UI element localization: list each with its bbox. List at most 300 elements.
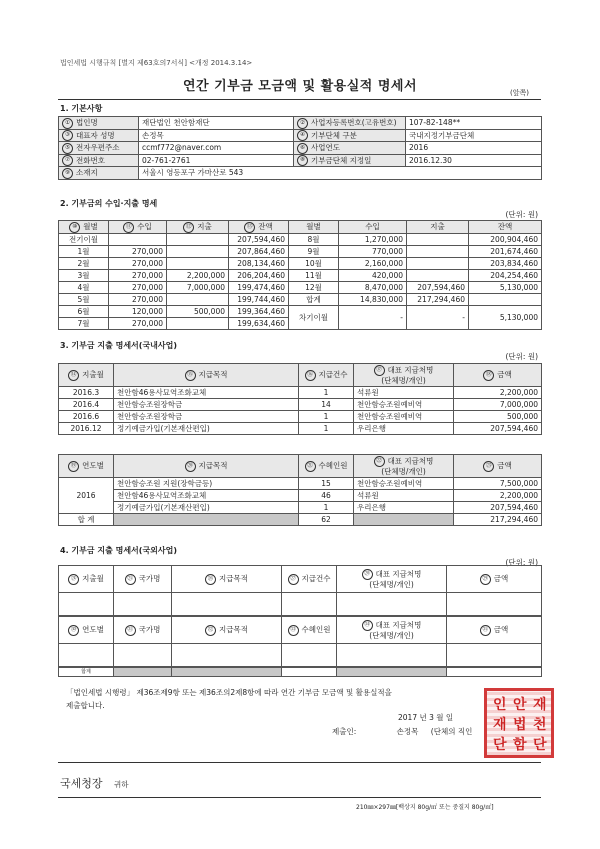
domestic-month-header-recipient-label: 대표 지급처명 bbox=[387, 365, 434, 374]
basic-field-number: ① bbox=[62, 118, 73, 129]
overseas-total-cell bbox=[447, 668, 542, 677]
overseas-total-cell bbox=[172, 668, 282, 677]
overseas-year-header-year-label: 연도별 bbox=[82, 625, 104, 635]
expense-amount bbox=[407, 257, 469, 269]
overseas-year-header-recipient-sub: (단체명/개인) bbox=[369, 630, 414, 640]
income-amount: 1,270,000 bbox=[339, 233, 407, 245]
overseas-total-cell bbox=[282, 668, 337, 677]
section-domestic-title: 3. 기부금 지출 명세서(국내사업) bbox=[60, 341, 178, 350]
income-header-income2: 수입 bbox=[339, 221, 407, 234]
overseas-month-header-count-number: ㉗ bbox=[288, 574, 299, 585]
submission-date: 2017 년 3 월 일 bbox=[398, 713, 454, 722]
income-amount: 270,000 bbox=[109, 257, 167, 269]
basic-field-label: 사업연도 bbox=[311, 143, 340, 152]
total-label: 합 계 bbox=[59, 514, 114, 526]
overseas-total-table bbox=[58, 667, 542, 677]
income-month: 12월 bbox=[289, 281, 339, 293]
income-amount: 8,470,000 bbox=[339, 281, 407, 293]
overseas-year-header-purpose bbox=[172, 617, 282, 644]
basic-value: 02-761-2761 bbox=[139, 154, 294, 167]
overseas-month-header-purpose-number: ㉖ bbox=[205, 574, 216, 585]
income-header-balance2: 잔액 bbox=[469, 221, 542, 234]
overseas-month-header-recipient-number: ㉘ bbox=[362, 569, 373, 580]
overseas-year-header-amount bbox=[447, 617, 542, 644]
overseas-month-header-amount-label: 금액 bbox=[493, 574, 509, 584]
basic-label-cell bbox=[59, 154, 139, 167]
declaration-line-2: 제출합니다. bbox=[66, 701, 105, 710]
domestic-month-row bbox=[59, 399, 542, 411]
expense-purpose: 천안함승조원장학금 bbox=[114, 411, 299, 423]
overseas-year-header-beneficiaries-number: ㉝ bbox=[288, 625, 299, 636]
overseas-year-header-year-number: ㉚ bbox=[68, 625, 79, 636]
income-amount: 2,160,000 bbox=[339, 257, 407, 269]
expense-amount bbox=[167, 317, 229, 329]
domestic-month-header-amount bbox=[454, 364, 542, 387]
basic-field-label: 전화번호 bbox=[76, 155, 105, 165]
overseas-month-header-purpose bbox=[172, 566, 282, 593]
domestic-year-header-purpose-label: 지급목적 bbox=[198, 461, 228, 471]
basic-label-cell bbox=[294, 117, 406, 130]
basic-value: 재단법인 천안함재단 bbox=[139, 117, 294, 130]
expense-recipient: 석류원 bbox=[354, 490, 454, 502]
basic-row-address bbox=[59, 167, 542, 180]
basic-field-number: ⑧ bbox=[297, 155, 308, 166]
income-amount: 270,000 bbox=[109, 293, 167, 305]
domestic-month-header-amount-label: 금액 bbox=[497, 370, 512, 380]
domestic-year-header-year-number: ⑲ bbox=[68, 461, 79, 472]
income-header-month-number: ⑩ bbox=[69, 222, 80, 233]
expense-amount: 2,200,000 bbox=[454, 490, 542, 502]
overseas-year-header-beneficiaries-label: 수혜인원 bbox=[301, 625, 331, 635]
expense-amount bbox=[407, 233, 469, 245]
expense-amount: - bbox=[407, 305, 469, 329]
income-header-expense-label: 지출 bbox=[197, 222, 212, 231]
income-unit: (단위: 원) bbox=[505, 210, 538, 219]
expense-amount: 2,200,000 bbox=[167, 269, 229, 281]
income-month: 1월 bbox=[59, 245, 109, 257]
income-row bbox=[59, 245, 542, 257]
income-header-month-label: 월별 bbox=[83, 222, 98, 231]
expense-purpose: 천안함46용사묘역조화교체 bbox=[114, 490, 299, 502]
income-month: 7월 bbox=[59, 317, 109, 329]
section-basic-title: 1. 기본사항 bbox=[60, 104, 103, 113]
seal-character: 재 bbox=[533, 697, 547, 713]
income-month: 2월 bbox=[59, 257, 109, 269]
overseas-month-header-count bbox=[282, 566, 337, 593]
seal-character: 안 bbox=[513, 697, 527, 713]
seal-character: 함 bbox=[513, 737, 527, 753]
overseas-month-header-recipient-sub: (단체명/개인) bbox=[369, 579, 414, 589]
expense-amount bbox=[167, 257, 229, 269]
overseas-month-header-country bbox=[114, 566, 172, 593]
address-number: ⑨ bbox=[62, 168, 73, 179]
basic-label-cell bbox=[59, 142, 139, 155]
income-month: 전기이월 bbox=[59, 233, 109, 245]
income-month: 차기이월 bbox=[289, 305, 339, 329]
domestic-year-header-beneficiaries-number: ㉑ bbox=[305, 461, 316, 472]
income-header-income-number: ⑪ bbox=[123, 222, 134, 233]
expense-amount: 207,594,460 bbox=[454, 423, 542, 435]
overseas-month-header-month-label: 지출월 bbox=[82, 574, 104, 584]
expense-amount bbox=[167, 233, 229, 245]
domestic-month-header-month bbox=[59, 364, 114, 387]
domestic-month-header-recipient-wrap bbox=[357, 365, 450, 376]
domestic-year-header-row bbox=[59, 455, 542, 478]
expense-recipient: 석류원 bbox=[354, 387, 454, 399]
total-blank-cell bbox=[114, 514, 299, 526]
section-overseas-title: 4. 기부금 지출 명세서(국외사업) bbox=[60, 546, 178, 555]
overseas-year-blank-cell bbox=[114, 644, 172, 667]
basic-label-cell bbox=[294, 129, 406, 142]
basic-field-label: 법인명 bbox=[76, 118, 98, 127]
basic-field-label: 기부단체 구분 bbox=[311, 130, 357, 140]
basic-field-number: ③ bbox=[62, 130, 73, 141]
submitter-note: (단체의 직인 bbox=[430, 727, 473, 736]
side-label: (앞쪽) bbox=[510, 89, 529, 97]
overseas-total-cell bbox=[114, 668, 172, 677]
expense-amount: 7,000,000 bbox=[454, 399, 542, 411]
income-header-expense bbox=[167, 221, 229, 234]
basic-field-number: ② bbox=[297, 118, 308, 129]
overseas-month-header-amount-number: ㉙ bbox=[480, 574, 491, 585]
expense-amount: 217,294,460 bbox=[407, 293, 469, 305]
domestic-month-row bbox=[59, 423, 542, 435]
basic-field-number: ⑦ bbox=[62, 155, 73, 166]
overseas-total-label: 합계 bbox=[59, 668, 114, 677]
overseas-year-blank-cell bbox=[337, 644, 447, 667]
overseas-year-header-country bbox=[114, 617, 172, 644]
domestic-year-header-year-label: 연도별 bbox=[82, 461, 104, 471]
seal-character: 법 bbox=[513, 717, 527, 733]
income-row bbox=[59, 257, 542, 269]
domestic-month-row bbox=[59, 387, 542, 399]
overseas-month-blank-cell bbox=[282, 593, 337, 616]
balance-amount: 199,474,460 bbox=[229, 281, 289, 293]
overseas-month-header-country-label: 국가명 bbox=[138, 574, 161, 584]
overseas-year-header-year bbox=[59, 617, 114, 644]
balance-amount: 207,594,460 bbox=[229, 233, 289, 245]
overseas-year-header-recipient-number: ㉞ bbox=[362, 620, 373, 631]
income-month: 6월 bbox=[59, 305, 109, 317]
overseas-month-header-recipient-label: 대표 지급처명 bbox=[375, 569, 422, 578]
expense-recipient: 천안함승조원예비역 bbox=[354, 399, 454, 411]
balance-amount: 203,834,460 bbox=[469, 257, 542, 269]
income-table bbox=[58, 220, 542, 330]
domestic-year-header-amount bbox=[454, 455, 542, 478]
domestic-month-header-recipient-number: ⑰ bbox=[374, 365, 385, 376]
overseas-month-blank-cell bbox=[447, 593, 542, 616]
expense-recipient: 천안함승조원예비역 bbox=[354, 478, 454, 490]
overseas-year-header-amount-number: ㉟ bbox=[480, 625, 491, 636]
expense-purpose: 천안함46용사묘역조화교체 bbox=[114, 387, 299, 399]
balance-amount: 207,864,460 bbox=[229, 245, 289, 257]
balance-amount: 201,674,460 bbox=[469, 245, 542, 257]
basic-value: ccmf772@naver.com bbox=[139, 142, 294, 155]
overseas-month-header-count-label: 지급건수 bbox=[301, 574, 331, 584]
seal-character: 단 bbox=[533, 737, 547, 753]
income-amount: 270,000 bbox=[109, 281, 167, 293]
basic-value: 국내지정기부금단체 bbox=[406, 129, 542, 142]
domestic-month-header-purpose-number: ⑮ bbox=[185, 370, 196, 381]
income-month: 11월 bbox=[289, 269, 339, 281]
recipient-suffix: 귀하 bbox=[114, 780, 129, 789]
seal-character: 단 bbox=[493, 737, 507, 753]
expense-purpose: 정기예금가입(기본재산편입) bbox=[114, 502, 299, 514]
expense-amount bbox=[407, 245, 469, 257]
overseas-year-header-recipient-label: 대표 지급처명 bbox=[375, 620, 422, 629]
overseas-year-header-beneficiaries bbox=[282, 617, 337, 644]
basic-info-table bbox=[58, 116, 542, 180]
basic-value: 손정목 bbox=[139, 129, 294, 142]
expense-amount: 500,000 bbox=[454, 411, 542, 423]
declaration-line-1: 「법인세법 시행령」 제36조제9항 또는 제36조의2제8항에 따라 연간 기부금 모금액 및 활용실적을 bbox=[66, 688, 392, 697]
income-month: 3월 bbox=[59, 269, 109, 281]
expense-amount: 207,594,460 bbox=[454, 502, 542, 514]
address-label-cell bbox=[59, 167, 139, 180]
overseas-year-header-country-number: ㉛ bbox=[125, 625, 136, 636]
expense-count: 14 bbox=[299, 399, 354, 411]
recipient-name: 국세청장 bbox=[60, 777, 103, 790]
beneficiary-count: 1 bbox=[299, 502, 354, 514]
domestic-month-header-recipient bbox=[354, 364, 454, 387]
domestic-year-row bbox=[59, 478, 542, 490]
income-header-income bbox=[109, 221, 167, 234]
income-amount: 270,000 bbox=[109, 245, 167, 257]
beneficiary-count: 46 bbox=[299, 490, 354, 502]
income-amount bbox=[109, 233, 167, 245]
overseas-year-blank-cell bbox=[282, 644, 337, 667]
domestic-month-header-month-number: ⑭ bbox=[68, 370, 79, 381]
expense-month: 2016.4 bbox=[59, 399, 114, 411]
declaration-text bbox=[66, 686, 392, 712]
income-month: 5월 bbox=[59, 293, 109, 305]
total-blank-cell bbox=[354, 514, 454, 526]
domestic-total-row bbox=[59, 514, 542, 526]
income-header-month2: 월별 bbox=[289, 221, 339, 234]
overseas-year-header-purpose-label: 지급목적 bbox=[219, 625, 248, 635]
domestic-year-row bbox=[59, 490, 542, 502]
income-amount: 270,000 bbox=[109, 269, 167, 281]
domestic-year-row bbox=[59, 502, 542, 514]
address-value: 서울시 영등포구 가마산로 543 bbox=[139, 167, 542, 180]
basic-field-number: ④ bbox=[297, 130, 308, 141]
expense-amount: 207,594,460 bbox=[407, 281, 469, 293]
expense-purpose: 천안함승조원장학금 bbox=[114, 399, 299, 411]
balance-amount: 199,744,460 bbox=[229, 293, 289, 305]
expense-month: 2016.3 bbox=[59, 387, 114, 399]
income-row bbox=[59, 269, 542, 281]
income-amount: 120,000 bbox=[109, 305, 167, 317]
income-row bbox=[59, 293, 542, 305]
overseas-month-header-purpose-label: 지급목적 bbox=[219, 574, 248, 584]
seal-character: 천 bbox=[533, 717, 547, 733]
domestic-year-header-recipient-number: ㉒ bbox=[374, 456, 385, 467]
income-header-balance-label: 잔액 bbox=[258, 222, 273, 231]
domestic-month-row bbox=[59, 411, 542, 423]
income-header-balance bbox=[229, 221, 289, 234]
income-month: 10월 bbox=[289, 257, 339, 269]
expense-amount: 2,200,000 bbox=[454, 387, 542, 399]
overseas-total-cell bbox=[337, 668, 447, 677]
overseas-year-header-recipient-wrap bbox=[340, 620, 443, 631]
balance-amount: 199,364,460 bbox=[229, 305, 289, 317]
address-label: 소재지 bbox=[76, 168, 98, 177]
recipient-line bbox=[60, 775, 129, 791]
balance-amount: 200,904,460 bbox=[469, 233, 542, 245]
income-amount: - bbox=[339, 305, 407, 329]
basic-row bbox=[59, 142, 542, 155]
basic-field-label: 기부금단체 지정일 bbox=[311, 155, 372, 165]
expense-amount bbox=[167, 245, 229, 257]
basic-value: 107-82-148** bbox=[406, 117, 542, 130]
expense-amount bbox=[407, 269, 469, 281]
income-month: 8월 bbox=[289, 233, 339, 245]
domestic-year-header-purpose bbox=[114, 455, 299, 478]
overseas-year-table bbox=[58, 616, 542, 667]
submitter-name: 손정목 bbox=[396, 727, 419, 736]
expense-recipient: 천안함승조원예비역 bbox=[354, 411, 454, 423]
domestic-year-header-year bbox=[59, 455, 114, 478]
basic-row bbox=[59, 117, 542, 130]
basic-field-number: ⑤ bbox=[62, 143, 73, 154]
overseas-month-header-row bbox=[59, 566, 542, 593]
domestic-month-header-count bbox=[299, 364, 354, 387]
expense-count: 1 bbox=[299, 411, 354, 423]
submitter-line bbox=[332, 726, 472, 737]
regulation-text: 법인세법 시행규칙 [별지 제63호의7서식] <개정 2014.3.14> bbox=[60, 59, 253, 67]
domestic-year-header-amount-number: ㉓ bbox=[483, 461, 494, 472]
overseas-month-header-recipient-wrap bbox=[340, 569, 443, 580]
seal-character: 재 bbox=[493, 717, 507, 733]
expense-count: 1 bbox=[299, 423, 354, 435]
income-header-row bbox=[59, 221, 542, 234]
domestic-month-header-row bbox=[59, 364, 542, 387]
balance-amount: 199,634,460 bbox=[229, 317, 289, 329]
overseas-year-header-amount-label: 금액 bbox=[493, 625, 509, 635]
submitter-label: 제출인: bbox=[332, 727, 357, 736]
top-rule bbox=[58, 99, 541, 100]
domestic-year-header-beneficiaries bbox=[299, 455, 354, 478]
income-amount: 420,000 bbox=[339, 269, 407, 281]
overseas-month-header-amount bbox=[447, 566, 542, 593]
basic-row bbox=[59, 154, 542, 167]
expense-recipient: 우리은행 bbox=[354, 423, 454, 435]
overseas-year-blank-row bbox=[59, 644, 542, 667]
overseas-month-blank-cell bbox=[114, 593, 172, 616]
income-header-expense-number: ⑫ bbox=[183, 222, 194, 233]
domestic-month-table bbox=[58, 363, 542, 435]
basic-label-cell bbox=[59, 117, 139, 130]
expense-year: 2016 bbox=[59, 478, 114, 514]
domestic-year-table bbox=[58, 454, 542, 526]
expense-amount: 7,000,000 bbox=[167, 281, 229, 293]
official-seal bbox=[484, 688, 554, 758]
expense-month: 2016.6 bbox=[59, 411, 114, 423]
income-month: 4월 bbox=[59, 281, 109, 293]
income-header-expense2: 지출 bbox=[407, 221, 469, 234]
domestic-month-header-purpose-label: 지급목적 bbox=[198, 370, 228, 380]
expense-amount: 500,000 bbox=[167, 305, 229, 317]
balance-amount bbox=[469, 293, 542, 305]
bottom-rule bbox=[58, 762, 541, 763]
domestic-year-header-recipient-sub: (단체명/개인) bbox=[381, 466, 426, 476]
domestic-year-header-recipient bbox=[354, 455, 454, 478]
overseas-month-header-recipient bbox=[337, 566, 447, 593]
expense-purpose: 천안함승조원 지원(장학금등) bbox=[114, 478, 299, 490]
overseas-month-header-month bbox=[59, 566, 114, 593]
overseas-month-blank-cell bbox=[337, 593, 447, 616]
basic-label-cell bbox=[294, 142, 406, 155]
footer-rule bbox=[58, 797, 541, 798]
domestic-month-header-month-label: 지출월 bbox=[82, 370, 104, 380]
overseas-year-header-purpose-number: ㉜ bbox=[205, 625, 216, 636]
overseas-year-blank-cell bbox=[172, 644, 282, 667]
balance-amount: 208,134,460 bbox=[229, 257, 289, 269]
overseas-month-header-month-number: ㉔ bbox=[68, 574, 79, 585]
income-month: 합계 bbox=[289, 293, 339, 305]
income-row bbox=[59, 305, 542, 317]
overseas-month-header-country-number: ㉕ bbox=[125, 574, 136, 585]
basic-row bbox=[59, 129, 542, 142]
overseas-year-header-recipient bbox=[337, 617, 447, 644]
overseas-year-header-row bbox=[59, 617, 542, 644]
domestic-month-header-amount-number: ⑱ bbox=[483, 370, 494, 381]
overseas-month-blank-row bbox=[59, 593, 542, 616]
income-header-income-label: 수입 bbox=[137, 222, 152, 231]
expense-purpose: 정기예금가입(기본재산편입) bbox=[114, 423, 299, 435]
overseas-year-blank-cell bbox=[59, 644, 114, 667]
income-month: 9월 bbox=[289, 245, 339, 257]
expense-month: 2016.12 bbox=[59, 423, 114, 435]
expense-count: 1 bbox=[299, 387, 354, 399]
expense-amount bbox=[167, 293, 229, 305]
basic-field-number: ⑥ bbox=[297, 143, 308, 154]
basic-field-label: 사업자등록번호(고유번호) bbox=[311, 118, 397, 127]
section-income-title: 2. 기부금의 수입·지출 명세 bbox=[60, 199, 158, 208]
domestic-year-header-purpose-number: ⑳ bbox=[185, 461, 196, 472]
balance-amount: 204,254,460 bbox=[469, 269, 542, 281]
balance-amount: 206,204,460 bbox=[229, 269, 289, 281]
income-header-balance-number: ⑬ bbox=[244, 222, 255, 233]
domestic-month-header-count-number: ⑯ bbox=[305, 370, 316, 381]
domestic-year-header-amount-label: 금액 bbox=[497, 461, 512, 471]
basic-label-cell bbox=[294, 154, 406, 167]
expense-amount: 7,500,000 bbox=[454, 478, 542, 490]
beneficiary-count: 15 bbox=[299, 478, 354, 490]
domestic-year-header-recipient-label: 대표 지급처명 bbox=[387, 456, 434, 465]
basic-field-label: 대표자 성명 bbox=[76, 130, 115, 140]
income-amount: 14,830,000 bbox=[339, 293, 407, 305]
overseas-month-table bbox=[58, 565, 542, 616]
income-amount: 270,000 bbox=[109, 317, 167, 329]
overseas-year-header-country-label: 국가명 bbox=[138, 625, 161, 635]
basic-label-cell bbox=[59, 129, 139, 142]
form-title: 연간 기부금 모금액 및 활용실적 명세서 bbox=[182, 79, 418, 94]
domestic-year-header-recipient-wrap bbox=[357, 456, 450, 467]
income-amount: 770,000 bbox=[339, 245, 407, 257]
domestic-unit: (단위: 원) bbox=[505, 352, 538, 361]
basic-value: 2016.12.30 bbox=[406, 154, 542, 167]
balance-amount: 5,130,000 bbox=[469, 281, 542, 293]
basic-value: 2016 bbox=[406, 142, 542, 155]
expense-recipient: 우리은행 bbox=[354, 502, 454, 514]
domestic-month-header-count-label: 지급건수 bbox=[318, 370, 348, 380]
overseas-year-blank-cell bbox=[447, 644, 542, 667]
overseas-month-blank-cell bbox=[172, 593, 282, 616]
paper-spec: 210㎜×297㎜[백상지 80g/㎡ 또는 중질지 80g/㎡] bbox=[356, 804, 494, 811]
total-amount: 217,294,460 bbox=[454, 514, 542, 526]
domestic-month-header-purpose bbox=[114, 364, 299, 387]
